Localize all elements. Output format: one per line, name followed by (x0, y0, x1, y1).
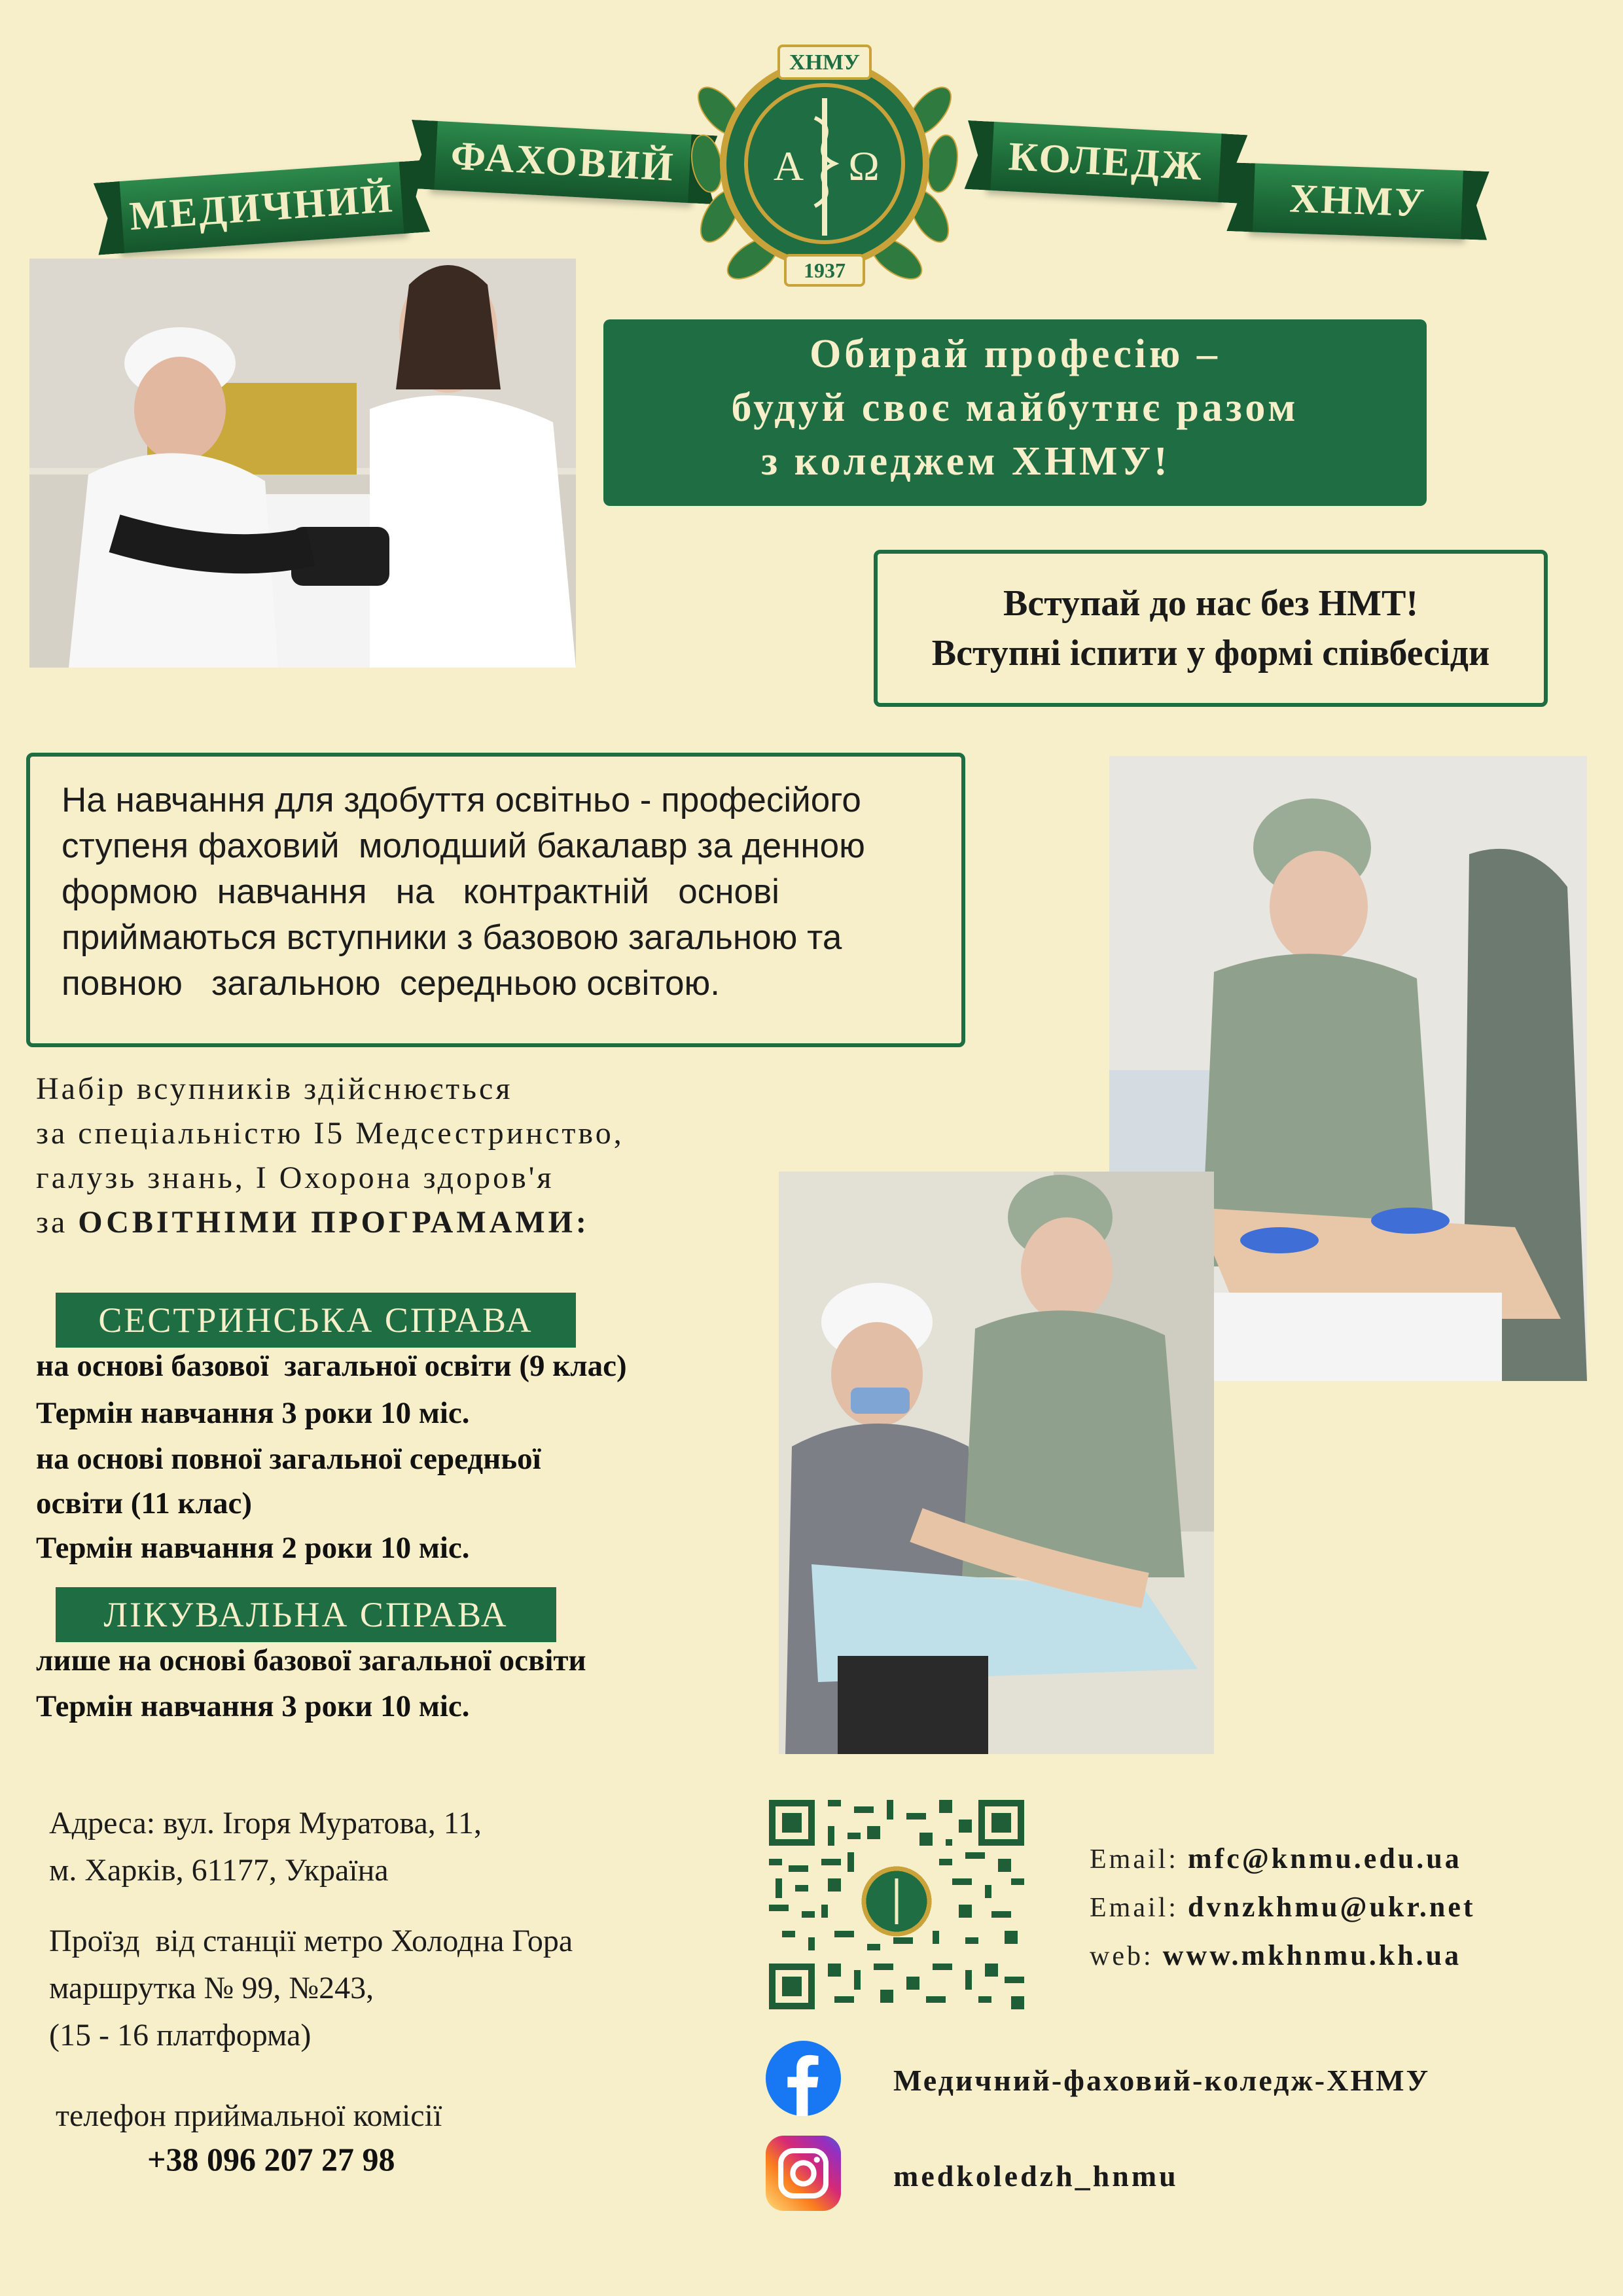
photo-arm-examination (779, 1172, 1214, 1754)
facebook-icon[interactable] (766, 2041, 841, 2116)
ribbon-word-4: ХНМУ (1289, 176, 1427, 226)
instagram-icon[interactable] (766, 2136, 841, 2211)
contact-value-2[interactable]: dvnzkhmu@ukr.net (1187, 1891, 1476, 1923)
contact-value-1[interactable]: mfc@knmu.edu.ua (1187, 1842, 1462, 1874)
enrollment-line-2: за спеціальністю І5 Медсестринство, (36, 1116, 624, 1151)
ribbon-word-2: ФАХОВИЙ (450, 134, 676, 190)
contact-email-2 (1090, 1890, 1476, 1924)
program-2-line-1: лише на основі базової загальної освіти (36, 1643, 586, 1677)
logo-alpha: Α (773, 143, 804, 189)
intro-line-3: формою навчання на контрактній основі (62, 872, 779, 911)
header-ribbon-left (116, 162, 408, 253)
transit-block (49, 1918, 573, 2059)
programs-label: ОСВІТНІМИ ПРОГРАМАМИ: (78, 1205, 590, 1240)
intro-box (26, 753, 965, 1047)
program-1-line-2: Термін навчання 3 роки 10 міс. (36, 1396, 470, 1430)
program-1-line-3: на основі повної загальної середньої (36, 1442, 541, 1476)
contact-email-1 (1090, 1842, 1462, 1875)
instagram-handle[interactable]: medkoledzh_hnmu (893, 2159, 1179, 2193)
programs-heading (36, 1200, 624, 1245)
ribbon-word-1: МЕДИЧНИЙ (128, 175, 396, 239)
intro-line-5: повною загальною середньою освітою. (62, 964, 720, 1003)
contact-label-3: web: (1090, 1941, 1154, 1971)
program-1-line-1: на основі базової загальної освіти (9 клас) (36, 1349, 627, 1383)
address-line-1: Адреса: вул. Ігоря Муратова, 11, (49, 1806, 482, 1840)
intro-line-4: приймаються вступники з базовою загальною та (62, 918, 842, 957)
slogan-line-1: Обирай професію – (810, 332, 1221, 376)
program-1-tag (56, 1293, 576, 1348)
header-ribbon-mid-left (431, 121, 696, 204)
program-2-tag (56, 1587, 556, 1642)
transit-line-2: маршрутка № 99, №243, (49, 1971, 374, 2005)
enrollment-line-1: Набір всупників здійснюється (36, 1071, 513, 1106)
photo-blood-pressure-training (29, 259, 576, 668)
address-block (49, 1800, 482, 1894)
contact-value-3[interactable]: www.mkhnmu.kh.ua (1162, 1939, 1462, 1971)
contact-web (1090, 1939, 1461, 1972)
header-ribbon-right (1249, 163, 1467, 239)
intro-line-2: ступеня фаховий молодший бакалавр за денною (62, 827, 865, 865)
program-1-title: СЕСТРИНСЬКА СПРАВА (98, 1300, 533, 1340)
program-1-line-4: освіти (11 клас) (36, 1486, 252, 1520)
phone-label: телефон приймальної комісії (56, 2098, 442, 2133)
qr-code-icon[interactable] (769, 1800, 1024, 2009)
slogan-line-3: з коледжем ХНМУ! (761, 439, 1171, 484)
program-2-line-2: Термін навчання 3 роки 10 міс. (36, 1689, 470, 1723)
address-line-2: м. Харків, 61177, Україна (49, 1853, 389, 1888)
facebook-page-name[interactable]: Медичний-фаховий-коледж-ХНМУ (893, 2064, 1431, 2097)
college-logo (681, 20, 969, 308)
slogan-box (603, 319, 1427, 506)
no-nmt-line-2: Вступні іспити у формі співбесіди (931, 633, 1490, 673)
program-1-line-5: Термін навчання 2 роки 10 міс. (36, 1531, 470, 1565)
contact-label-2: Email: (1090, 1893, 1179, 1923)
logo-top-text: ХНМУ (789, 50, 861, 75)
phone-number[interactable]: +38 096 207 27 98 (147, 2141, 395, 2178)
no-nmt-line-1: Вступай до нас без НМТ! (1003, 583, 1418, 624)
transit-line-1: Проїзд від станції метро Холодна Гора (49, 1924, 573, 1958)
transit-line-3: (15 - 16 платформа) (49, 2018, 312, 2053)
no-nmt-box (874, 550, 1548, 707)
contact-label-1: Email: (1090, 1844, 1179, 1874)
logo-year: 1937 (804, 259, 846, 282)
enrollment-line-3: галузь знань, І Охорона здоров'я (36, 1160, 554, 1195)
ribbon-word-3: КОЛЕДЖ (1007, 134, 1205, 189)
enrollment-text (36, 1067, 624, 1245)
program-2-title: ЛІКУВАЛЬНА СПРАВА (103, 1595, 508, 1634)
intro-line-1: На навчання для здобуття освітньо - професійого (62, 781, 861, 819)
header-ribbon-mid-right (986, 122, 1225, 203)
programs-prefix: за (36, 1205, 68, 1240)
logo-omega: Ω (848, 143, 880, 189)
slogan-line-2: будуй своє майбутнє разом (731, 386, 1299, 430)
